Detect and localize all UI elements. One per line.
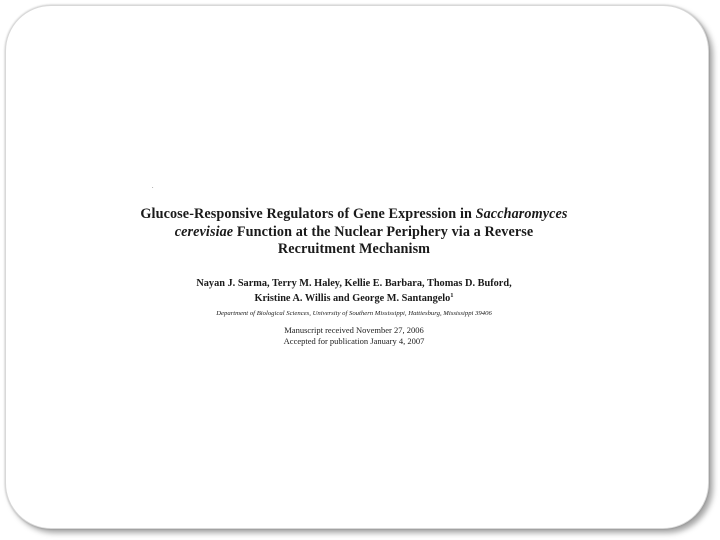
- title-text-part2: Function at the Nuclear Periphery via a Reverse: [233, 223, 534, 240]
- accepted-date: Accepted for publication January 4, 2007: [283, 335, 425, 346]
- author-list: [120, 277, 588, 306]
- author-superscript: 1: [450, 291, 454, 299]
- received-date: Manuscript received November 27, 2006: [284, 325, 424, 335]
- stray-mark: .: [152, 184, 154, 190]
- title-text-line3: Recruitment Mechanism: [277, 241, 431, 257]
- title-text-part1: Glucose-Responsive Regulators of Gene Expression in: [140, 206, 476, 222]
- manuscript-dates: [120, 325, 588, 346]
- title-italic-genus: Saccharomyces: [475, 206, 568, 222]
- authors-line2: Kristine A. Willis and George M. Santangelo: [254, 292, 451, 304]
- title-italic-species: cerevisiae: [174, 223, 234, 240]
- affiliation: Department of Biological Sciences, University of Southern Mississippi, Hattiesburg, Mississippi 39406: [216, 310, 492, 317]
- paper-title: [120, 206, 588, 259]
- authors-line1: Nayan J. Sarma, Terry M. Haley, Kellie E. Barbara, Thomas D. Buford,: [196, 278, 512, 289]
